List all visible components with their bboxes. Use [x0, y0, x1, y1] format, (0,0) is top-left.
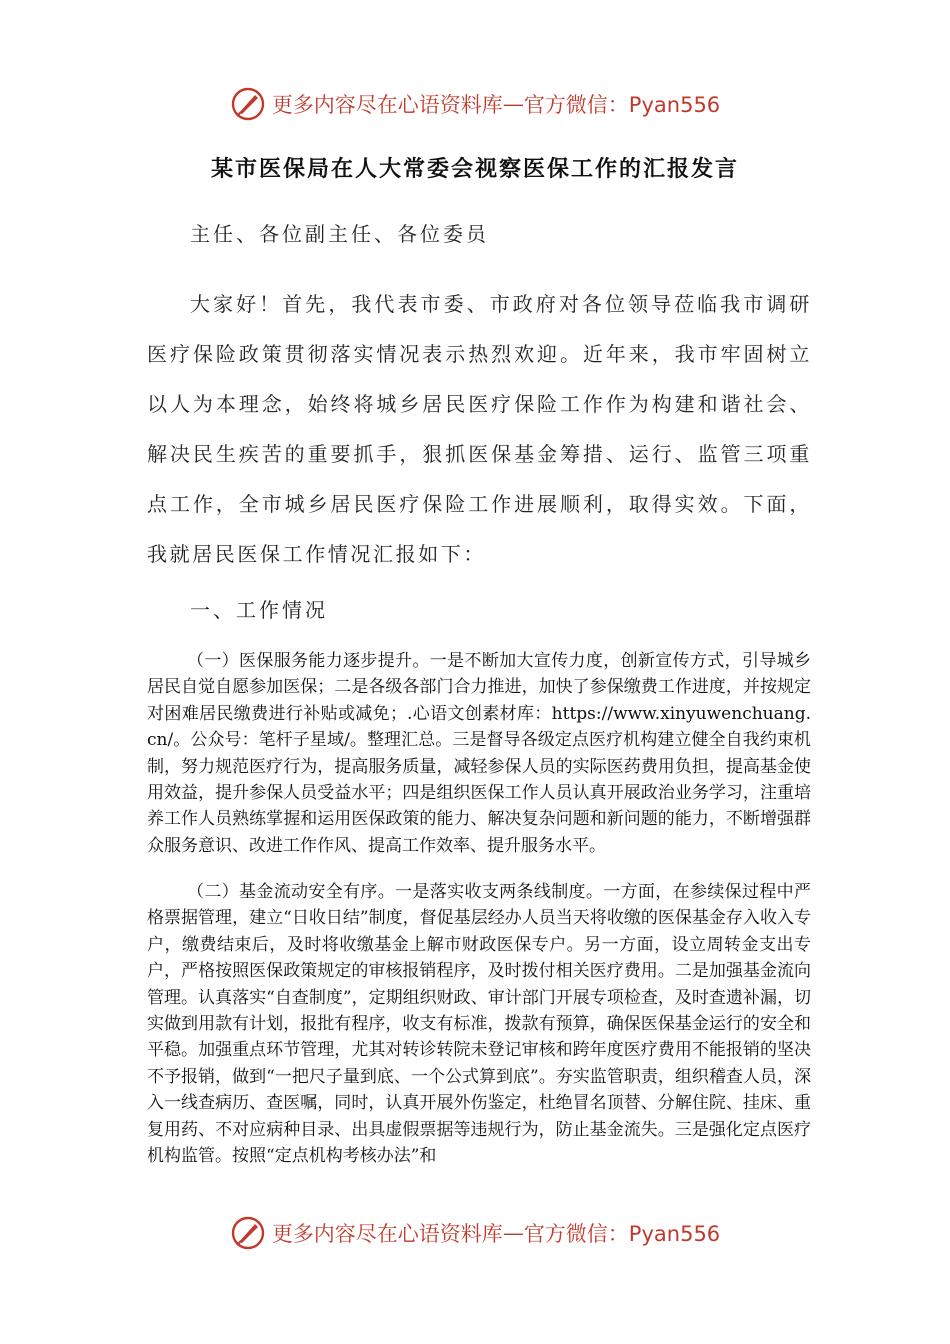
header-banner — [0, 84, 950, 124]
document-title: 某市医保局在人大常委会视察医保工作的汇报发言 — [210, 156, 739, 182]
banner-separator: — — [502, 1221, 524, 1245]
body-paragraph-1: （一）医保服务能力逐步提升。一是不断加大宣传力度，创新宣传方式，引导城乡居民自觉自愿参加医保；二是各级各部门合力推进，加快了参保缴费工作进度，并按规定对困难居民缴费进行补贴或减免；.心语文创素材库：https://www.xinyuwenchuang.cn/。公众号：笔杆子星域/。整理汇总。三是督导各级定点医疗机构建立健全自我约束机制，努力规范医疗行为，提高服务质量，减轻参保人员的实际医药费用负担，提高基金使用效益，提升参保人员受益水平；四是组织医保工作人员认真开展政治业务学习，注重培养工作人员熟练掌握和运用医保政策的能力、解决复杂问题和新问题的能力，不断增强群众服务意识、改进工作作风、提高工作效率、提升服务水平。 — [147, 651, 811, 856]
salutation: 主任、各位副主任、各位委员 — [190, 222, 489, 246]
footer-banner — [0, 1213, 950, 1253]
banner-contact: 官方微信：Pyan556 — [523, 93, 721, 117]
intro-paragraph: 大家好！首先，我代表市委、市政府对各位领导莅临我市调研医疗保险政策贯彻落实情况表示热烈欢迎。近年来，我市牢固树立以人为本理念，始终将城乡居民医疗保险工作作为构建和谐社会、解决民生疾苦的重要抓手，狠抓医保基金筹措、运行、监管三项重点工作，全市城乡居民医疗保险工作进展顺利，取得实效。下面，我就居民医保工作情况汇报如下： — [147, 292, 812, 566]
body-paragraph-2: （二）基金流动安全有序。一是落实收支两条线制度。一方面，在参续保过程中严格票据管理，建立“日收日结”制度，督促基层经办人员当天将收缴的医保基金存入收入专户，缴费结束后，及时将收缴基金上解市财政医保专户。另一方面，设立周转金支出专户，严格按照医保政策规定的审核报销程序，及时拨付相关医疗费用。二是加强基金流向管理。认真落实“自查制度”，定期组织财政、审计部门开展专项检查，及时查遗补漏，切实做到用款有计划，报批有程序，收支有标准，拨款有预算，确保医保基金运行的安全和平稳。加强重点环节管理，尤其对转诊转院未登记审核和跨年度医疗费用不能报销的坚决不予报销，做到“一把尺子量到底、一个公式算到底”。夯实监管职责，组织稽查人员，深入一线查病历、查医嘱，同时，认真开展外伤鉴定，杜绝冒名顶替、分解住院、挂床、重复用药、不对应病种目录、出具虚假票据等违规行为，防止基金流失。三是强化定点医疗机构监管。按照“定点机构考核办法”和 — [147, 882, 811, 1167]
banner-text: 更多内容尽在心语资料库 — [271, 93, 503, 117]
banner-separator: — — [502, 92, 524, 116]
banner-contact: 官方微信：Pyan556 — [523, 1222, 721, 1246]
section-heading: 一、工作情况 — [190, 598, 328, 622]
quill-pen-icon — [230, 86, 266, 122]
quill-pen-icon — [230, 1215, 266, 1251]
banner-text: 更多内容尽在心语资料库 — [271, 1222, 503, 1246]
